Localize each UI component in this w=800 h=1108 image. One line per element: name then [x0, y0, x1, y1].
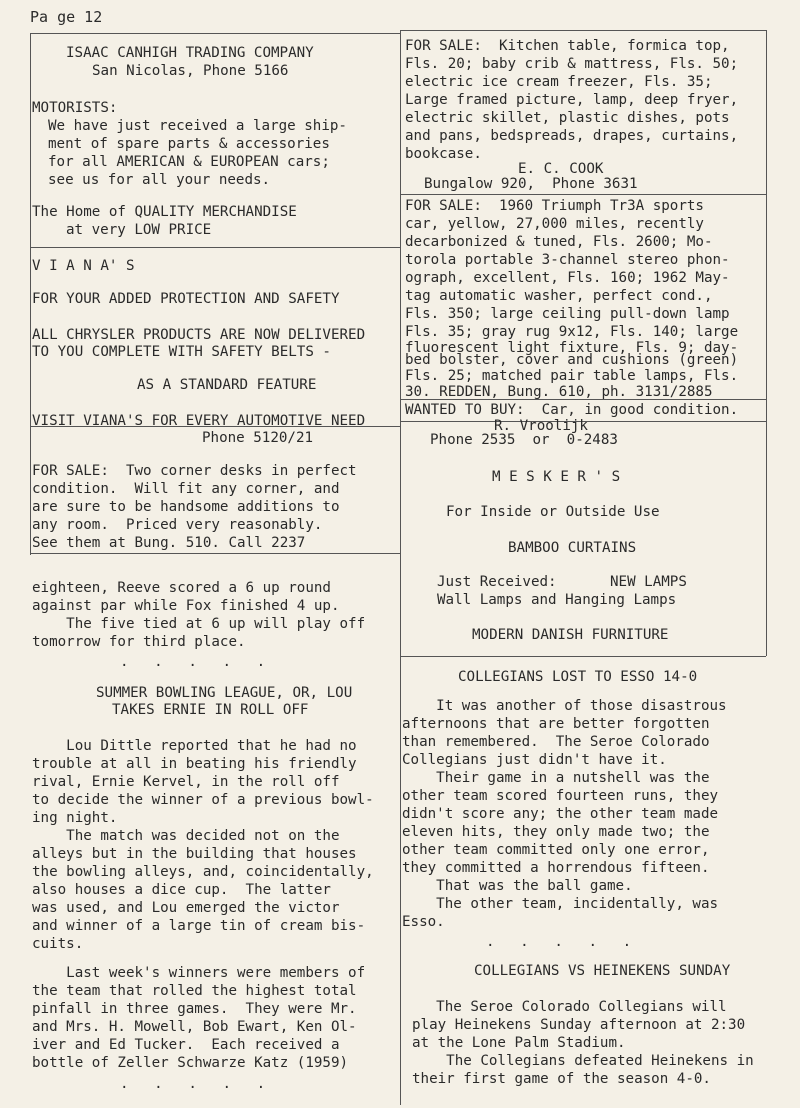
bowling-line: and Mrs. H. Mowell, Bob Ewart, Ken Ol- — [32, 1019, 357, 1035]
golf-line: against par while Fox finished 4 up. — [32, 598, 340, 614]
canhigh-location: San Nicolas, Phone 5166 — [92, 63, 289, 79]
bowling-line: cuits. — [32, 936, 84, 952]
kitchen-line: Fls. 20; baby crib & mattress, Fls. 50; — [405, 56, 739, 72]
bowling-headline: SUMMER BOWLING LEAGUE, OR, LOU — [96, 685, 353, 701]
bowling-line: the team that rolled the highest total — [32, 983, 357, 999]
triumph-line: Fls. 25; matched pair table lamps, Fls. — [405, 368, 739, 384]
canhigh-heading: MOTORISTS: — [32, 100, 118, 116]
esso-line: other team scored fourteen runs, they — [402, 788, 719, 804]
vianas-line: FOR YOUR ADDED PROTECTION AND SAFETY — [32, 291, 340, 307]
triumph-line: bed bolster, cover and cushions (green) — [405, 352, 739, 368]
canhigh-company-name: ISAAC CANHIGH TRADING COMPANY — [66, 45, 314, 61]
vianas-line: ALL CHRYSLER PRODUCTS ARE NOW DELIVERED — [32, 327, 366, 343]
separator-dots: . . . . . — [120, 654, 266, 670]
desks-line: condition. Will fit any corner, and — [32, 481, 340, 497]
desks-line: any room. Priced very reasonably. — [32, 517, 323, 533]
triumph-line: ograph, excellent, Fls. 160; 1962 May- — [405, 270, 730, 286]
bowling-line: rival, Ernie Kervel, in the roll off — [32, 774, 340, 790]
meskers-line: Wall Lamps and Hanging Lamps — [437, 592, 677, 608]
bowling-line: alleys but in the building that houses — [32, 846, 357, 862]
esso-line: That was the ball game. — [402, 878, 633, 894]
desks-line: See them at Bung. 510. Call 2237 — [32, 535, 306, 551]
kitchen-seller: E. C. COOK — [518, 161, 604, 177]
vianas-phone: Phone 5120/21 — [202, 430, 314, 446]
esso-line: other team committed only one error, — [402, 842, 710, 858]
meskers-line: Just Received: — [437, 574, 557, 590]
triumph-line: Fls. 35; gray rug 9x12, Fls. 140; large — [405, 324, 739, 340]
bowling-line: and winner of a large tin of cream bis- — [32, 918, 366, 934]
heineken-headline: COLLEGIANS VS HEINEKENS SUNDAY — [474, 963, 731, 979]
esso-line: eleven hits, they only made two; the — [402, 824, 710, 840]
bowling-line: ing night. — [32, 810, 118, 826]
bowling-line: The match was decided not on the — [32, 828, 340, 844]
heineken-line: at the Lone Palm Stadium. — [412, 1035, 626, 1051]
separator-dots: . . . . . — [120, 1076, 266, 1092]
bowling-line: to decide the winner of a previous bowl- — [32, 792, 374, 808]
meskers-line: NEW LAMPS — [610, 574, 687, 590]
vianas-name: V I A N A' S — [32, 258, 135, 274]
bowling-line: the bowling alleys, and, coincidentally, — [32, 864, 374, 880]
desks-line: are sure to be handsome additions to — [32, 499, 340, 515]
rule-below-kitchen — [400, 194, 766, 195]
esso-line: The other team, incidentally, was — [402, 896, 719, 912]
golf-line: The five tied at 6 up will play off — [32, 616, 366, 632]
kitchen-line: electric ice cream freezer, Fls. 35; — [405, 74, 713, 90]
esso-line: they committed a horrendous fifteen. — [402, 860, 710, 876]
triumph-line: decarbonized & tuned, Fls. 2600; Mo- — [405, 234, 713, 250]
heineken-line: The Seroe Colorado Collegians will — [402, 999, 727, 1015]
wanted-name: R. Vroolijk — [494, 418, 588, 434]
bowling-line: pinfall in three games. They were Mr. — [32, 1001, 357, 1017]
separator-dots: . . . . . — [486, 934, 632, 950]
vianas-line: AS A STANDARD FEATURE — [137, 377, 317, 393]
wanted-phone: Phone 2535 or 0-2483 — [430, 432, 618, 448]
desks-line: FOR SALE: Two corner desks in perfect — [32, 463, 357, 479]
triumph-line: tag automatic washer, perfect cond., — [405, 288, 713, 304]
esso-headline: COLLEGIANS LOST TO ESSO 14-0 — [458, 669, 698, 685]
rule-below-desks — [30, 553, 400, 554]
column-divider — [400, 30, 401, 1105]
heineken-line: their first game of the season 4-0. — [412, 1071, 711, 1087]
kitchen-line: bookcase. — [405, 146, 482, 162]
meskers-line: For Inside or Outside Use — [446, 504, 660, 520]
triumph-line: car, yellow, 27,000 miles, recently — [405, 216, 704, 232]
bowling-line: iver and Ed Tucker. Each received a — [32, 1037, 340, 1053]
canhigh-tagline: at very LOW PRICE — [66, 222, 212, 238]
top-rule-left — [30, 33, 400, 34]
meskers-name: M E S K E R ' S — [492, 469, 621, 485]
meskers-line: MODERN DANISH FURNITURE — [472, 627, 669, 643]
triumph-line: FOR SALE: 1960 Triumph Tr3A sports — [405, 198, 704, 214]
page-number: Pa ge 12 — [30, 8, 103, 26]
vianas-line: TO YOU COMPLETE WITH SAFETY BELTS - — [32, 344, 331, 360]
bowling-line: was used, and Lou emerged the victor — [32, 900, 340, 916]
canhigh-body-line: ment of spare parts & accessories — [48, 136, 330, 152]
rule-below-canhigh — [30, 247, 400, 248]
left-frame-rule — [30, 33, 31, 555]
triumph-line: torola portable 3-channel stereo phon- — [405, 252, 730, 268]
esso-line: Their game in a nutshell was the — [402, 770, 710, 786]
vianas-line: VISIT VIANA'S FOR EVERY AUTOMOTIVE NEED — [32, 413, 366, 429]
bowling-line: Lou Dittle reported that he had no — [32, 738, 357, 754]
esso-line: Esso. — [402, 914, 445, 930]
esso-line: didn't score any; the other team made — [402, 806, 719, 822]
kitchen-line: Large framed picture, lamp, deep fryer, — [405, 92, 739, 108]
golf-line: eighteen, Reeve scored a 6 up round — [32, 580, 331, 596]
kitchen-line: FOR SALE: Kitchen table, formica top, — [405, 38, 730, 54]
canhigh-body-line: see us for all your needs. — [48, 172, 271, 188]
golf-line: tomorrow for third place. — [32, 634, 246, 650]
canhigh-tagline: The Home of QUALITY MERCHANDISE — [32, 204, 297, 220]
heineken-line: The Collegians defeated Heinekens in — [412, 1053, 754, 1069]
heineken-line: play Heinekens Sunday afternoon at 2:30 — [412, 1017, 746, 1033]
esso-line: than remembered. The Seroe Colorado — [402, 734, 710, 750]
right-frame-rule — [766, 30, 767, 656]
esso-line: Collegians just didn't have it. — [402, 752, 667, 768]
wanted-line: WANTED TO BUY: Car, in good condition. — [405, 402, 739, 418]
triumph-line: fluorescent light fixture, Fls. 9; day- — [405, 340, 739, 356]
kitchen-line: electric skillet, plastic dishes, pots — [405, 110, 730, 126]
bowling-headline: TAKES ERNIE IN ROLL OFF — [112, 702, 309, 718]
kitchen-line: and pans, bedspreads, drapes, curtains, — [405, 128, 739, 144]
esso-line: It was another of those disastrous — [402, 698, 727, 714]
esso-line: afternoons that are better forgotten — [402, 716, 710, 732]
kitchen-address: Bungalow 920, Phone 3631 — [424, 176, 638, 192]
triumph-line: 30. REDDEN, Bung. 610, ph. 3131/2885 — [405, 384, 713, 400]
canhigh-body-line: We have just received a large ship- — [48, 118, 347, 134]
bowling-line: also houses a dice cup. The latter — [32, 882, 331, 898]
meskers-line: BAMBOO CURTAINS — [508, 540, 637, 556]
triumph-line: Fls. 350; large ceiling pull-down lamp — [405, 306, 730, 322]
canhigh-body-line: for all AMERICAN & EUROPEAN cars; — [48, 154, 330, 170]
bowling-line: trouble at all in beating his friendly — [32, 756, 357, 772]
rule-below-meskers — [400, 656, 766, 657]
top-rule-right — [400, 30, 766, 31]
bowling-line: Last week's winners were members of — [32, 965, 366, 981]
bowling-line: bottle of Zeller Schwarze Katz (1959) — [32, 1055, 349, 1071]
